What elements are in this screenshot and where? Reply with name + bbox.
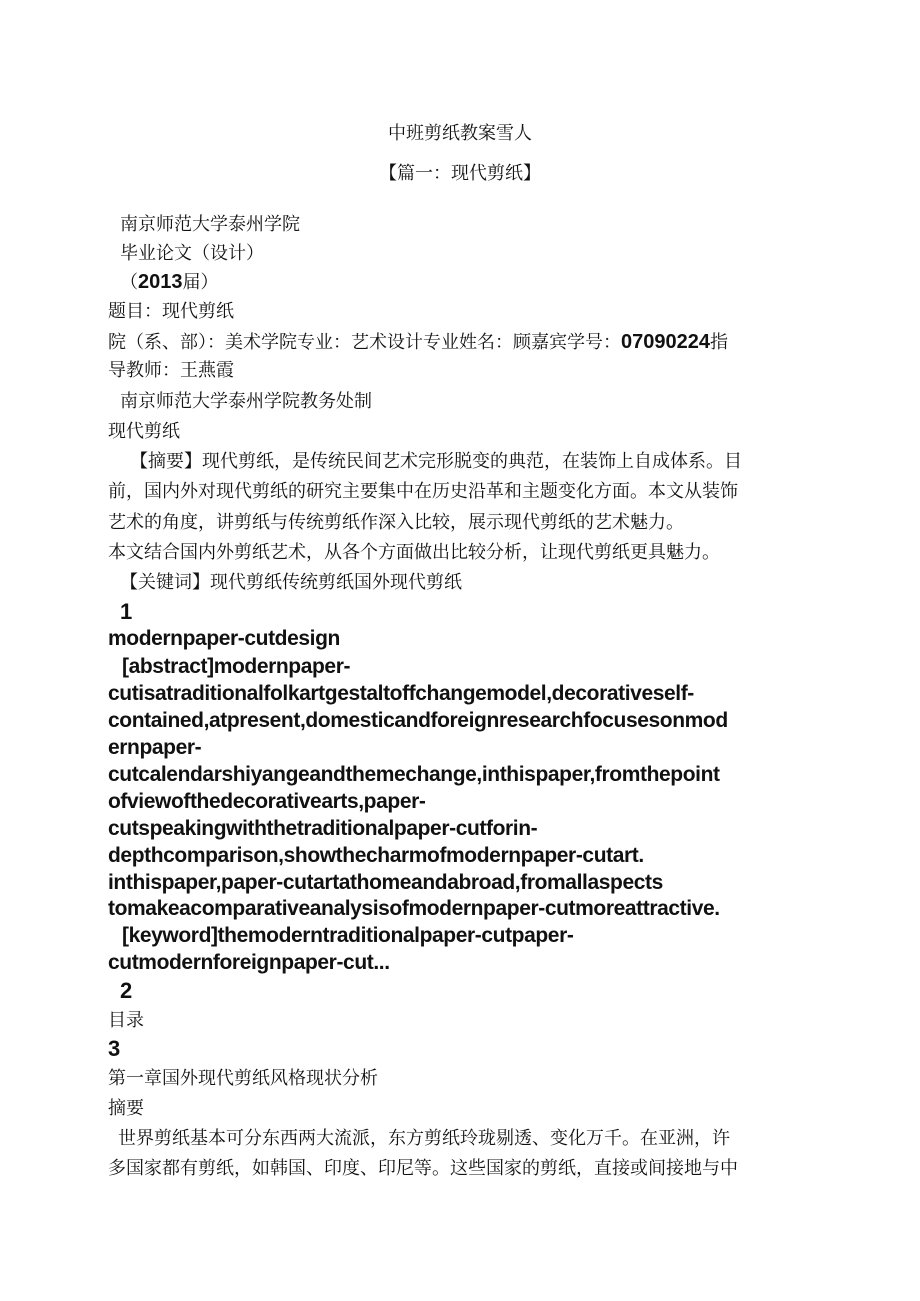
graduation-year: （2013届） xyxy=(120,271,219,293)
section-heading: 【篇一：现代剪纸】 xyxy=(379,163,541,184)
abstract-en-line: inthispaper,paper-cutartathomeandabroad,fromallaspects xyxy=(108,871,663,894)
toc-heading: 目录 xyxy=(108,1010,144,1031)
chinese-title: 现代剪纸 xyxy=(108,421,180,442)
abstract-cn-line: 艺术的角度，讲剪纸与传统剪纸作深入比较，展示现代剪纸的艺术魅力。 xyxy=(108,512,684,533)
page-number: 3 xyxy=(108,1036,121,1061)
issuing-office: 南京师范大学泰州学院教务处制 xyxy=(120,391,372,412)
abstract-cn-line: 【摘要】现代剪纸，是传统民间艺术完形脱变的典范，在装饰上自成体系。目 xyxy=(130,451,742,472)
school-name: 南京师范大学泰州学院 xyxy=(120,214,300,235)
abstract-en-line: [abstract]modernpaper- xyxy=(122,655,351,678)
body-line: 多国家都有剪纸，如韩国、印度、印尼等。这些国家的剪纸，直接或间接地与中 xyxy=(108,1158,738,1179)
abstract-en-line: cutisatraditionalfolkartgestaltoffchangemodel,decorativeself- xyxy=(108,682,694,705)
english-title: modernpaper-cutdesign xyxy=(108,627,340,650)
abstract-en-line: contained,atpresent,domesticandforeignresearchfocusesonmod xyxy=(108,709,728,732)
summary-heading: 摘要 xyxy=(108,1098,144,1119)
advisor-info: 导教师：王燕霞 xyxy=(108,360,234,381)
thesis-topic: 题目：现代剪纸 xyxy=(108,301,234,322)
document-title: 中班剪纸教案雪人 xyxy=(388,123,532,144)
abstract-en-line: tomakeacomparativeanalysisofmodernpaper-cutmoreattractive. xyxy=(108,897,720,920)
abstract-cn-line: 前，国内外对现代剪纸的研究主要集中在历史沿革和主题变化方面。本文从装饰 xyxy=(108,481,738,502)
student-info: 院（系、部）：美术学院专业：艺术设计专业姓名：顾嘉宾学号：07090224指 xyxy=(108,331,728,353)
keywords-en-line: cutmodernforeignpaper-cut... xyxy=(108,951,390,974)
keywords-cn: 【关键词】现代剪纸传统剪纸国外现代剪纸 xyxy=(120,572,462,593)
abstract-cn-line: 本文结合国内外剪纸艺术，从各个方面做出比较分析，让现代剪纸更具魅力。 xyxy=(108,542,720,563)
page-number: 1 xyxy=(120,599,133,624)
chapter-heading: 第一章国外现代剪纸风格现状分析 xyxy=(108,1068,378,1089)
abstract-en-line: ofviewofthedecorativearts,paper- xyxy=(108,790,426,813)
abstract-en-line: ernpaper- xyxy=(108,736,202,759)
page-number: 2 xyxy=(120,978,133,1003)
abstract-en-line: depthcomparison,showthecharmofmodernpaper-cutart. xyxy=(108,844,644,867)
abstract-en-line: cutspeakingwiththetraditionalpaper-cutforin- xyxy=(108,817,538,840)
body-line: 世界剪纸基本可分东西两大流派，东方剪纸玲珑剔透、变化万千。在亚洲，许 xyxy=(118,1128,730,1149)
abstract-en-line: cutcalendarshiyangeandthemechange,inthispaper,fromthepoint xyxy=(108,763,720,786)
keywords-en-line: [keyword]themoderntraditionalpaper-cutpaper- xyxy=(122,924,574,947)
thesis-label: 毕业论文（设计） xyxy=(120,243,264,264)
